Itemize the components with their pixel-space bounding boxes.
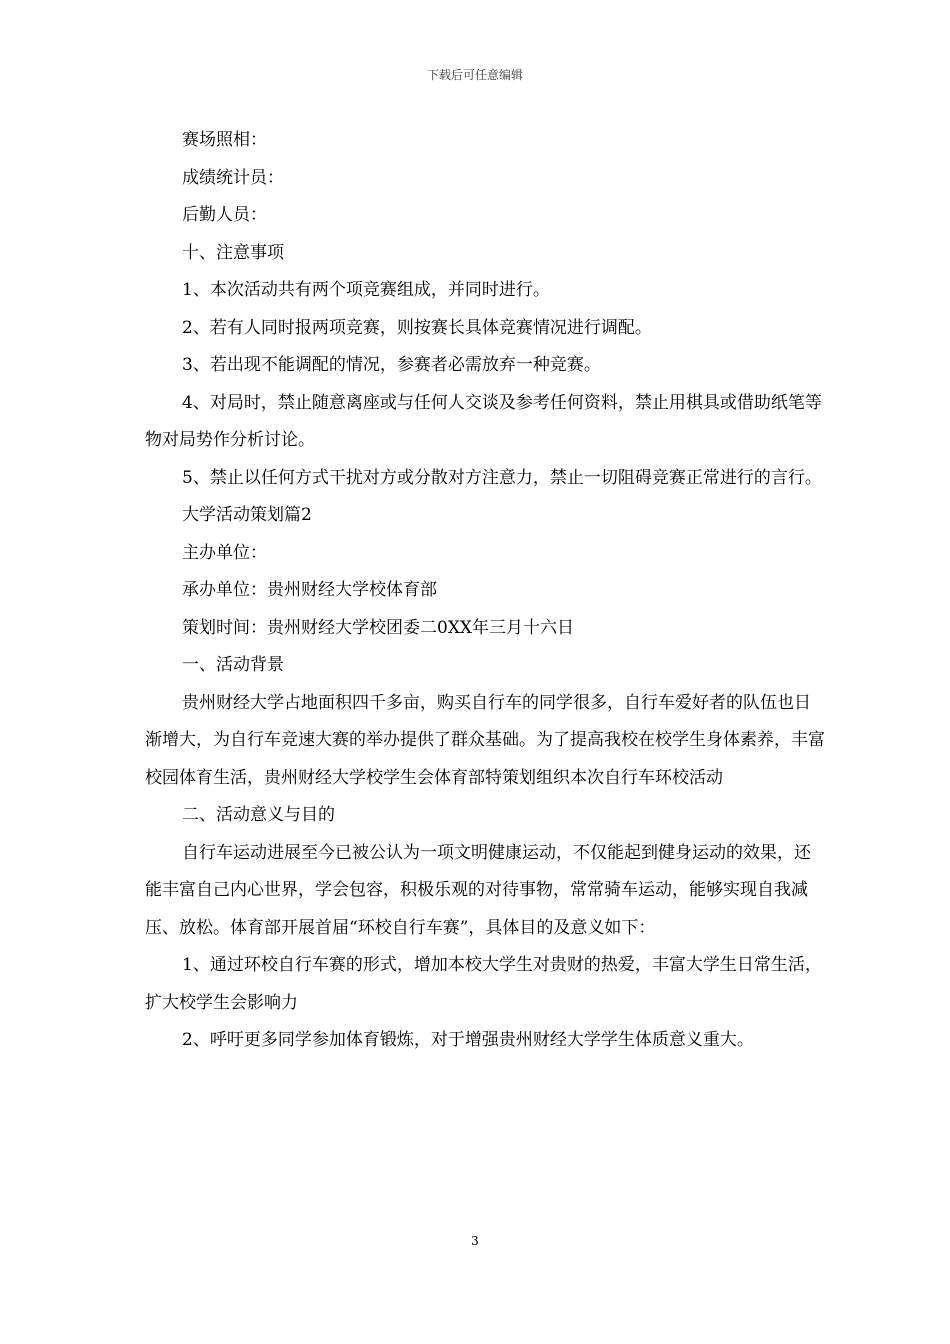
paragraph: 后勤人员： [182, 205, 267, 225]
paragraph: 策划时间：贵州财经大学校团委二0XX年三月十六日 [182, 617, 575, 638]
section-heading: 十、注意事项 [182, 242, 284, 263]
list-item: 1、本次活动共有两个项竞赛组成，并同时进行。 [182, 280, 550, 300]
list-item: 4、对局时，禁止随意离座或与任何人交谈及参考任何资料，禁止用棋具或借助纸笔等物对局势作分析讨论。 [145, 392, 822, 450]
paragraph: 成绩统计员： [182, 167, 284, 188]
document-body [145, 122, 825, 1060]
list-item: 2、呼吁更多同学参加体育锻炼，对于增强贵州财经大学学生体质意义重大。 [182, 1030, 754, 1050]
page-header: 下载后可任意编辑 [426, 68, 523, 82]
list-item: 2、若有人同时报两项竞赛，则按赛长具体竞赛情况进行调配。 [182, 317, 652, 338]
paragraph: 承办单位：贵州财经大学校体育部 [182, 580, 437, 600]
list-item: 1、通过环校自行车赛的形式，增加本校大学生对贵财的热爱，丰富大学生日常生活，扩大校学生会影响力 [145, 955, 822, 1013]
paragraph: 主办单位： [182, 542, 267, 563]
paragraph: 赛场照相： [182, 130, 267, 150]
list-item: 3、若出现不能调配的情况，参赛者必需放弃一种竞赛。 [182, 355, 601, 375]
paragraph: 自行车运动进展至今已被公认为一项文明健康运动，不仅能起到健身运动的效果，还能丰富自己内心世界，学会包容，积极乐观的对待事物，常常骑车运动，能够实现自我减压、放松。体育部开展首届“环校自行车赛”，具体目的及意义如下： [145, 842, 811, 938]
section-heading: 二、活动意义与目的 [182, 805, 335, 825]
list-item: 5、禁止以任何方式干扰对方或分散对方注意力，禁止一切阻碍竞赛正常进行的言行。 [182, 467, 822, 488]
paragraph: 贵州财经大学占地面积四千多亩，购买自行车的同学很多，自行车爱好者的队伍也日渐增大，为自行车竞速大赛的举办提供了群众基础。为了提高我校在校学生身体素养，丰富校园体育生活，贵州财经大学校学生会体育部特策划组织本次自行车环校活动 [145, 692, 825, 788]
page-number: 3 [471, 1234, 479, 1248]
section-heading: 一、活动背景 [182, 655, 284, 675]
section-title: 大学活动策划篇2 [182, 505, 312, 525]
